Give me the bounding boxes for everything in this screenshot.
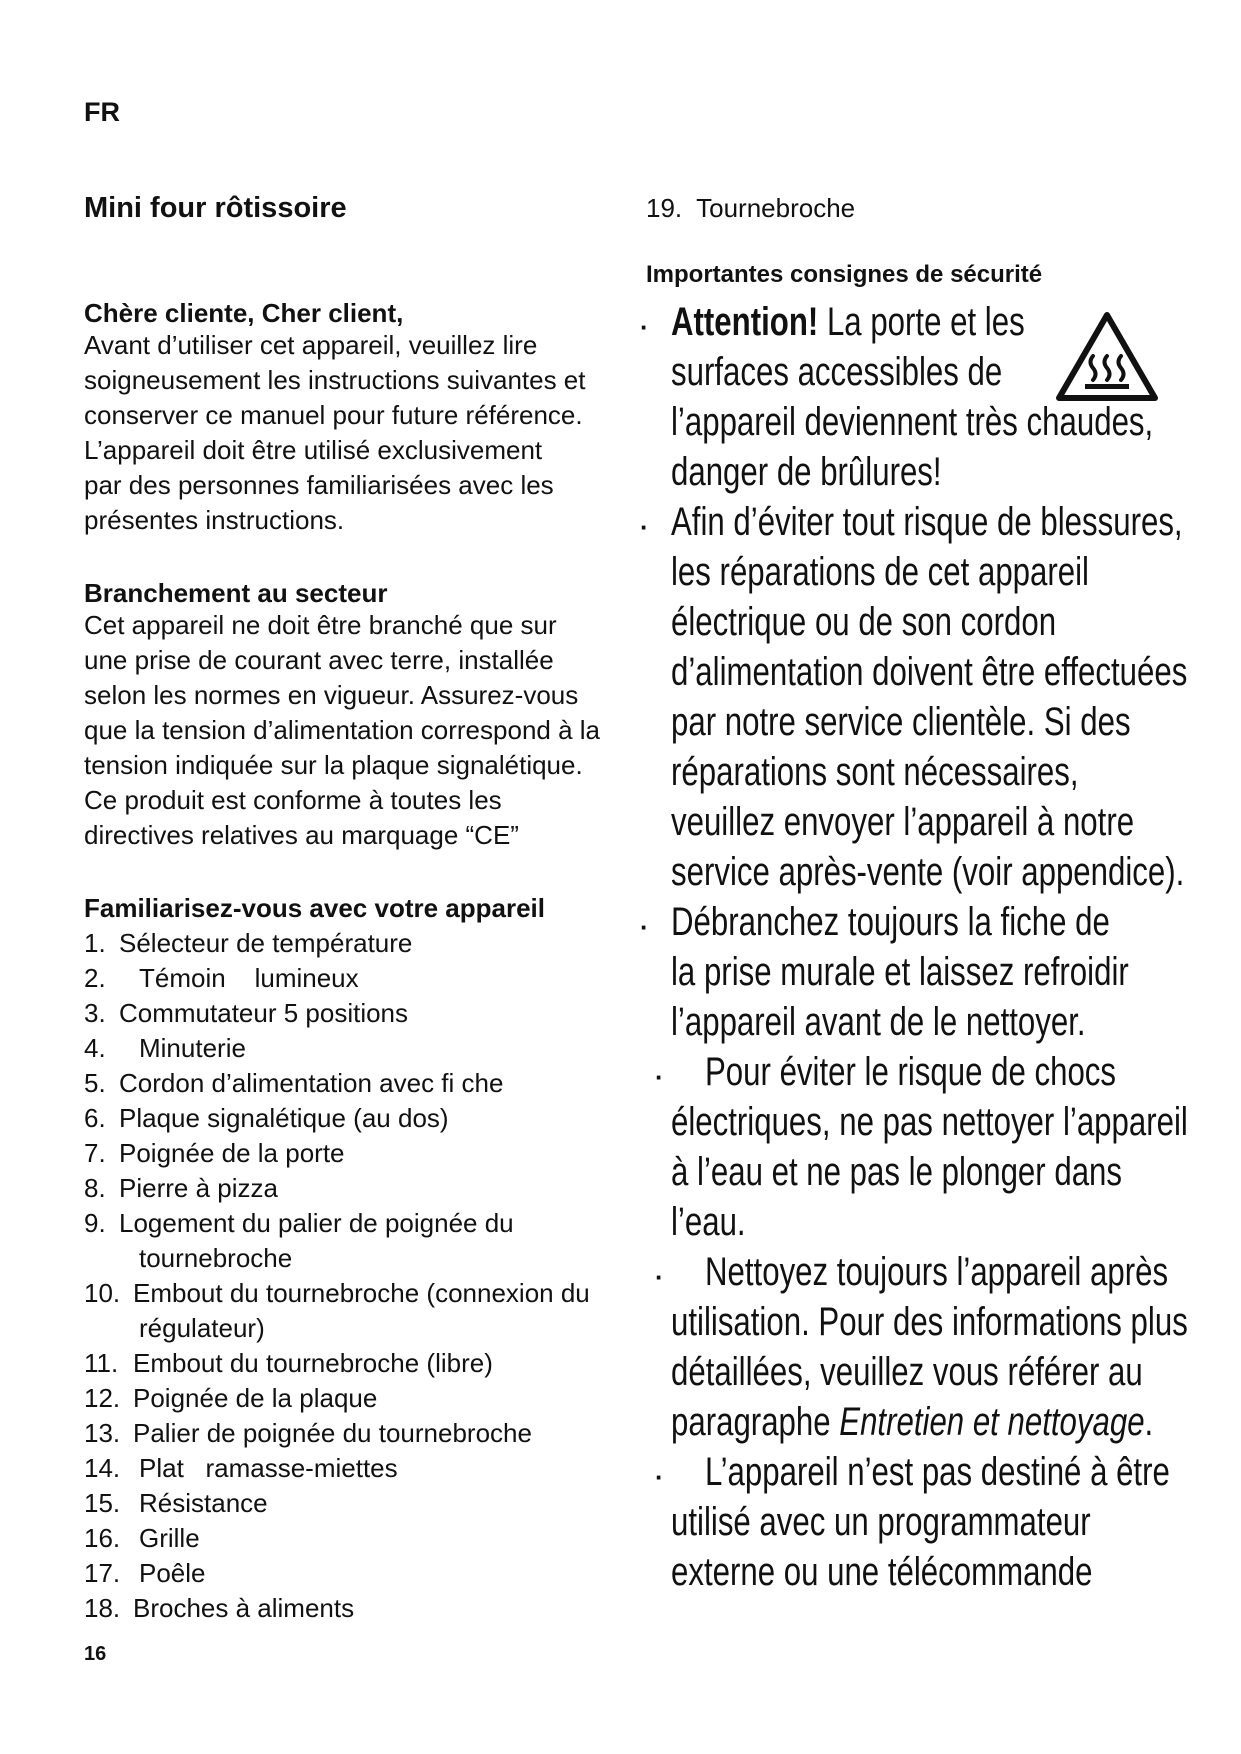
safety-text: utilisé avec un programmateur: [671, 1500, 1091, 1544]
list-item: 8.: [84, 1173, 106, 1203]
list-item-text: Embout du tournebroche (connexion du: [133, 1278, 590, 1308]
list-item-text: Cordon d’alimentation avec fi che: [119, 1068, 504, 1098]
bullet-dot: ·: [655, 1462, 664, 1492]
list-item: 2.: [84, 963, 106, 993]
bullet-dot: ·: [640, 912, 649, 942]
safety-text: Attention! La porte et les: [671, 300, 1025, 344]
safety-text: détaillées, veuillez vous référer au: [671, 1350, 1143, 1394]
list-item-text: régulateur): [139, 1313, 265, 1343]
bullet-dot: ·: [655, 1062, 664, 1092]
safety-text: d’alimentation doivent être effectuées: [671, 650, 1188, 694]
intro-paragraph: Avant d’utiliser cet appareil, veuillez lire soigneusement les instructions suivantes et conserver ce manuel pour future référence. L’appareil doit être utilisé exclusivement par des personnes familiarisées avec les présentes instructions.: [84, 330, 586, 535]
safety-text: Pour éviter le risque de chocs: [705, 1050, 1117, 1094]
safety-text: externe ou une télécommande: [671, 1550, 1093, 1594]
list-item: 7.: [84, 1138, 106, 1168]
bullet-dot: ·: [655, 1262, 664, 1292]
safety-text: service après-vente (voir appendice).: [671, 850, 1185, 894]
safety-text: paragraphe Entretien et nettoyage.: [671, 1400, 1154, 1444]
list-item: 1.: [84, 928, 106, 958]
safety-text: l’eau.: [671, 1200, 746, 1244]
list-item-text: Sélecteur de température: [119, 928, 413, 958]
bullet-dot: ·: [640, 312, 649, 342]
list-item: 15.: [84, 1488, 121, 1518]
safety-text: à l’eau et ne pas le plonger dans: [671, 1150, 1122, 1194]
safety-text: surfaces accessibles de: [671, 350, 1003, 394]
list-item: 11.: [84, 1348, 119, 1378]
safety-text: veuillez envoyer l’appareil à notre: [671, 800, 1135, 844]
safety-text: par notre service clientèle. Si des: [671, 700, 1131, 744]
hot-surface-warning-icon: [1055, 310, 1159, 404]
safety-text: Nettoyez toujours l’appareil après: [705, 1250, 1169, 1294]
list-item: 13.: [84, 1418, 121, 1448]
safety-text: l’appareil avant de le nettoyer.: [671, 1000, 1086, 1044]
list-item: 16.: [84, 1523, 121, 1553]
list-item: 3.: [84, 998, 106, 1028]
list-item-text: Poignée de la porte: [119, 1138, 345, 1168]
safety-text: l’appareil deviennent très chaudes,: [671, 400, 1154, 444]
safety-text: Débranchez toujours la fiche de: [671, 900, 1110, 944]
list-item-19: 19. Tournebroche: [646, 193, 856, 223]
safety-text: les réparations de cet appareil: [671, 550, 1089, 594]
bullet-dot: ·: [640, 512, 649, 542]
safety-text: électrique ou de son cordon: [671, 600, 1057, 644]
safety-text: la prise murale et laissez refroidir: [671, 950, 1129, 994]
list-item-text: Logement du palier de poignée du: [119, 1208, 514, 1238]
list-item: 12.: [84, 1383, 121, 1413]
safety-text: réparations sont nécessaires,: [671, 750, 1079, 794]
mains-paragraph: Cet appareil ne doit être branché que sur une prise de courant avec terre, installée selon les normes en vigueur. Assurez-vous que la tension d’alimentation correspond à la tension indiquée sur la plaque signalétique. Ce produit est conforme à toutes les directives relatives au marquage “CE”: [84, 610, 601, 850]
list-item-text: Broches à aliments: [133, 1593, 355, 1623]
list-item-text: tournebroche: [139, 1243, 293, 1273]
mains-heading: Branchement au secteur: [84, 578, 388, 608]
list-item: 10.: [84, 1278, 121, 1308]
list-item: 9.: [84, 1208, 106, 1238]
list-item: 18.: [84, 1593, 121, 1623]
list-item-text: Plat ramasse-miettes: [139, 1453, 398, 1483]
page-number: 16: [84, 1643, 107, 1665]
list-item-text: Poignée de la plaque: [133, 1383, 378, 1413]
language-code: FR: [84, 97, 120, 127]
list-item: 14.: [84, 1453, 121, 1483]
safety-heading: Importantes consignes de sécurité: [646, 261, 1043, 288]
safety-text: Afin d’éviter tout risque de blessures,: [671, 500, 1183, 544]
list-item: 17.: [84, 1558, 121, 1588]
intro-heading: Chère cliente, Cher client,: [84, 298, 404, 328]
list-item-text: Grille: [139, 1523, 200, 1553]
list-item-text: Commutateur 5 positions: [119, 998, 409, 1028]
page-title: Mini four rôtissoire: [84, 192, 347, 224]
list-item-text: Embout du tournebroche (libre): [133, 1348, 493, 1378]
safety-text: utilisation. Pour des informations plus: [671, 1300, 1188, 1344]
parts-heading: Familiarisez-vous avec votre appareil: [84, 893, 545, 923]
list-item-text: Poêle: [139, 1558, 206, 1588]
safety-text: danger de brûlures!: [671, 450, 942, 494]
list-item-text: Pierre à pizza: [119, 1173, 278, 1203]
list-item: 4.: [84, 1033, 106, 1063]
list-item: 6.: [84, 1103, 106, 1133]
list-item-text: Minuterie: [139, 1033, 246, 1063]
list-item-text: Résistance: [139, 1488, 268, 1518]
list-item: 5.: [84, 1068, 106, 1098]
safety-text: L’appareil n’est pas destiné à être: [705, 1450, 1170, 1494]
safety-text: électriques, ne pas nettoyer l’appareil: [671, 1100, 1188, 1144]
list-item-text: Témoin lumineux: [139, 963, 359, 993]
list-item-text: Plaque signalétique (au dos): [119, 1103, 449, 1133]
list-item-text: Palier de poignée du tournebroche: [133, 1418, 532, 1448]
